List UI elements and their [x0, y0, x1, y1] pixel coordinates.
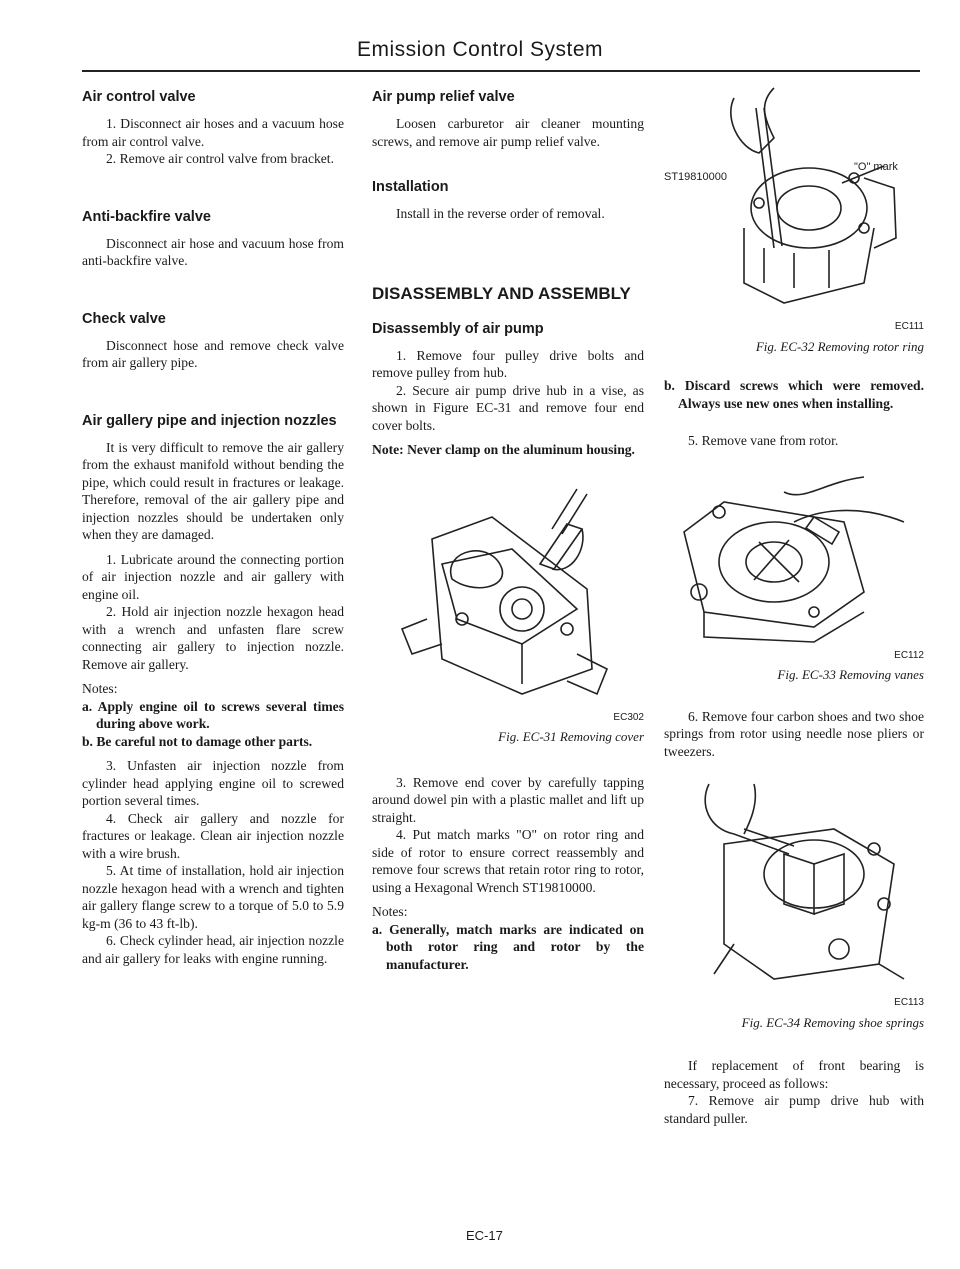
section-title-anti-backfire-valve: Anti-backfire valve — [82, 208, 211, 225]
section-title-air-gallery: Air gallery pipe and injection nozzles — [82, 412, 337, 429]
note-b: b. Be careful not to damage other parts. — [82, 733, 313, 749]
paragraph: 2. Secure air pump drive hub in a vise, as shown in Figure EC-31 and remove four end cover bolts. — [372, 382, 644, 433]
figure-ec-33 — [664, 462, 924, 684]
paragraph: 6. Check cylinder head, air injection nozzle and air gallery for leaks with engine running. — [82, 933, 344, 966]
page-header: Emission Control System — [356, 38, 604, 61]
note-clamp: Note: Never clamp on the aluminum housing. — [372, 442, 635, 457]
paragraph: 3. Unfasten air injection nozzle from cylinder head applying engine oil to screwed portion several times. — [82, 758, 344, 808]
section-title-disassembly-air-pump: Disassembly of air pump — [372, 320, 544, 337]
note-b-discard-screws: b. Discard screws which were removed. Always use new ones when installing. — [664, 378, 924, 411]
paragraph: 2. Remove air control valve from bracket. — [106, 151, 334, 166]
paragraph: 1. Lubricate around the connecting portion of air injection nozzle and air gallery with engine oil. — [82, 551, 344, 602]
paragraph: Disconnect hose and remove check valve from air gallery pipe. — [82, 337, 344, 370]
figure-ec-34 — [664, 774, 924, 1031]
paragraph: Loosen carburetor air cleaner mounting screws, and remove air pump relief valve. — [372, 116, 644, 149]
paragraph: 7. Remove air pump drive hub with standard puller. — [664, 1093, 924, 1126]
figure-ec-32 — [664, 78, 924, 355]
notes-title: Notes: — [372, 904, 408, 919]
paragraph: 4. Put match marks "O" on rotor ring and side of rotor to ensure correct reassembly and remove four screws that retain rotor ring to rotor, using a Hexagonal Wrench ST19810000. — [372, 827, 644, 895]
paragraph: 6. Remove four carbon shoes and two shoe springs from rotor using needle nose pliers or tweezers. — [664, 708, 924, 759]
section-title-check-valve: Check valve — [82, 310, 166, 327]
figure-caption: Fig. EC-34 Removing shoe springs — [741, 1014, 924, 1030]
main-title-disassembly: DISASSEMBLY AND ASSEMBLY — [372, 283, 631, 303]
paragraph: 3. Remove end cover by carefully tapping around dowel pin with a plastic mallet and lift up straight. — [372, 774, 644, 825]
note-a: a. Generally, match marks are indicated on both rotor ring and rotor by the manufacturer. — [372, 921, 644, 972]
label-o-mark: "O" mark — [854, 161, 898, 173]
paragraph: It is very difficult to remove the air gallery from the exhaust manifold without bending the pipe, which could result in fractures or leakage. Therefore, removal of the air gallery pipe and injection nozzles should be undertaken only when they are damaged. — [82, 439, 344, 542]
figure-caption: Fig. EC-31 Removing cover — [498, 729, 644, 744]
figure-caption: Fig. EC-33 Removing vanes — [777, 667, 924, 682]
page-number: EC-17 — [466, 1228, 503, 1243]
figure-caption: Fig. EC-32 Removing rotor ring — [755, 338, 924, 354]
paragraph: Install in the reverse order of removal. — [396, 206, 605, 221]
section-title-air-control-valve: Air control valve — [82, 89, 196, 105]
removing-shoe-springs-illustration — [664, 774, 924, 994]
figure-code: EC113 — [894, 997, 924, 1008]
paragraph: 1. Disconnect air hoses and a vacuum hose from air control valve. — [82, 116, 344, 149]
note-a: a. Apply engine oil to screws several times during above work. — [82, 698, 344, 731]
removing-cover-illustration — [372, 469, 644, 709]
label-tool-number: ST19810000 — [664, 171, 727, 183]
paragraph: 4. Check air gallery and nozzle for fractures or leakage. Clean air injection nozzle with a wire brush. — [82, 810, 344, 861]
figure-code: EC302 — [613, 711, 644, 723]
paragraph: 5. At time of installation, hold air injection nozzle hexagon head with a wrench and tighten air gallery flange screw to a torque of 5.0 to 5.9 kg-m (36 to 43 ft-lb). — [82, 863, 344, 931]
section-title-air-pump-relief-valve: Air pump relief valve — [372, 89, 515, 105]
column-3 — [664, 78, 924, 1127]
column-1 — [82, 88, 344, 967]
paragraph: 2. Hold air injection nozzle hexagon head with a wrench and unfasten flare screw connecting air gallery to injection nozzle. Remove air gallery. — [82, 604, 344, 672]
removing-vanes-illustration — [664, 462, 924, 647]
notes-title: Notes: — [82, 681, 118, 696]
figure-ec-31 — [372, 469, 644, 746]
header-rule — [82, 70, 920, 72]
removing-rotor-ring-illustration — [664, 78, 924, 318]
section-title-installation: Installation — [372, 179, 449, 195]
paragraph: Disconnect air hose and vacuum hose from anti-backfire valve. — [82, 235, 344, 268]
column-2 — [372, 88, 644, 973]
figure-code: EC112 — [894, 649, 924, 661]
paragraph: 5. Remove vane from rotor. — [688, 433, 839, 448]
paragraph: 1. Remove four pulley drive bolts and remove pulley from hub. — [372, 347, 644, 380]
figure-code: EC111 — [894, 321, 924, 332]
paragraph: If replacement of front bearing is necessary, proceed as follows: — [664, 1058, 924, 1091]
